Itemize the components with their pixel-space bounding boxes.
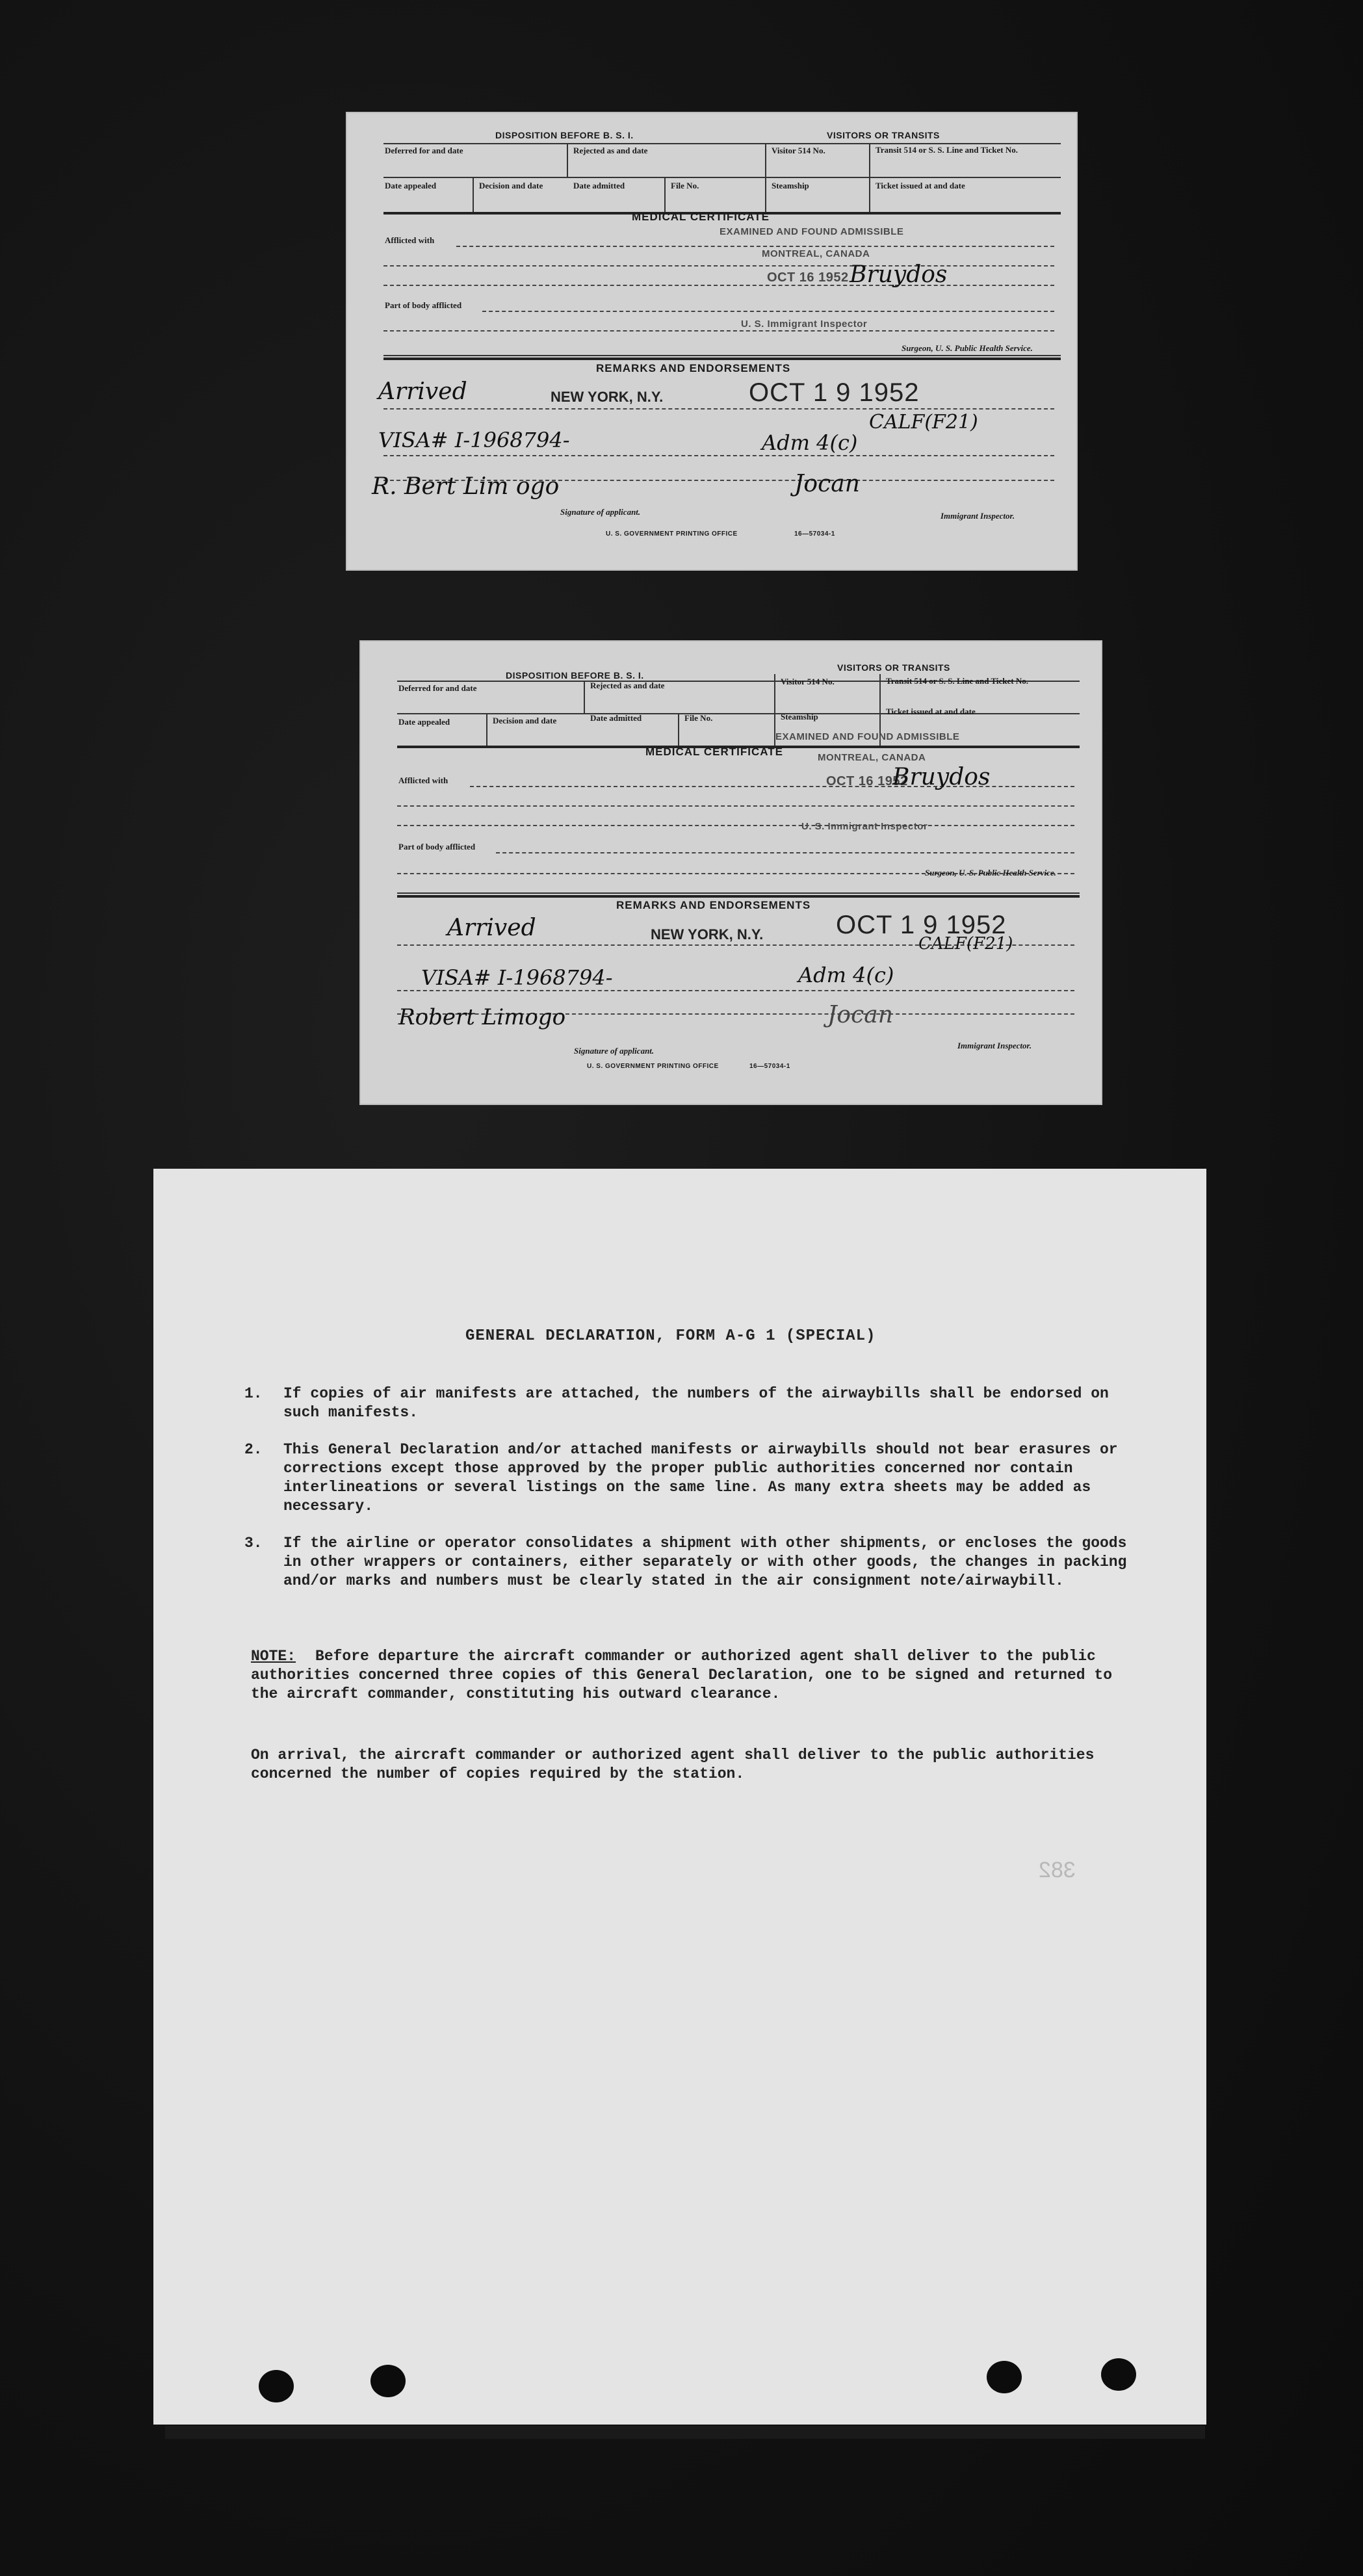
punch-hole [259, 2370, 294, 2402]
applicant-signature: R. Bert Lim ogo [372, 473, 560, 500]
file-no-label: File No. [671, 181, 699, 190]
applicant-signature-label: Signature of applicant. [574, 1046, 655, 1056]
adm-handwriting: Adm 4(c) [798, 963, 894, 987]
remarks-title: REMARKS AND ENDORSEMENTS [596, 362, 791, 374]
medical-certificate-title: MEDICAL CERTIFICATE [632, 211, 770, 223]
calf-handwriting: CALF(F21) [869, 411, 978, 434]
admissible-stamp-line1: EXAMINED AND FOUND ADMISSIBLE [775, 731, 960, 742]
gpo-label: U. S. GOVERNMENT PRINTING OFFICE [606, 530, 738, 538]
transit-514-label: Transit 514 or S. S. Line and Ticket No. [886, 676, 1028, 686]
item-number: 1. [244, 1385, 263, 1402]
part-of-body-label: Part of body afflicted [398, 842, 476, 852]
surgeon-label: Surgeon, U. S. Public Health Service. [925, 868, 1056, 878]
new-york-stamp: NEW YORK, N.Y. [651, 926, 764, 943]
immigrant-inspector-stamp: U. S. Immigrant Inspector [801, 821, 928, 832]
visitor-514-label: Visitor 514 No. [781, 677, 835, 686]
item-number: 3. [244, 1535, 263, 1552]
scan-edge-strip [165, 2426, 1205, 2439]
rejected-label: Rejected as and date [590, 681, 665, 690]
steamship-label: Steamship [772, 181, 809, 190]
part-of-body-label: Part of body afflicted [385, 300, 462, 310]
arrived-handwriting: Arrived [378, 378, 467, 405]
decision-date-label: Decision and date [493, 716, 557, 725]
applicant-signature: Robert Limogo [398, 1004, 566, 1030]
date-admitted-label: Date admitted [590, 713, 642, 723]
general-declaration-document [153, 1169, 1206, 2425]
immigrant-inspector-stamp: U. S. Immigrant Inspector [741, 319, 868, 330]
arrival-date-stamp: OCT 1 9 1952 [749, 378, 920, 407]
rejected-label: Rejected as and date [573, 146, 648, 155]
immigrant-inspector-label: Immigrant Inspector. [957, 1041, 1032, 1050]
visa-handwriting: VISA# I-1968794- [421, 965, 613, 990]
disposition-header: DISPOSITION BEFORE B. S. I. [506, 670, 644, 681]
form-number: 16—57034-1 [749, 1063, 790, 1070]
deferred-label: Deferred for and date [398, 683, 477, 693]
admissible-stamp-line2: MONTREAL, CANADA [762, 248, 870, 259]
date-appealed-label: Date appealed [385, 181, 437, 190]
arrival-date-stamp: OCT 1 9 1952 [836, 911, 1007, 939]
item-number: 2. [244, 1441, 263, 1458]
declaration-title: GENERAL DECLARATION, FORM A-G 1 (SPECIAL) [465, 1327, 876, 1345]
surgeon-label: Surgeon, U. S. Public Health Service. [902, 343, 1033, 353]
immigrant-inspector-label: Immigrant Inspector. [941, 511, 1015, 521]
inspector-signature: Bruydos [892, 764, 991, 790]
calf-handwriting: CALF(F21) [918, 934, 1013, 954]
arrived-handwriting: Arrived [447, 915, 536, 941]
decision-date-label: Decision and date [479, 181, 543, 190]
afflicted-with-label: Afflicted with [385, 235, 435, 245]
date-admitted-label: Date admitted [573, 181, 625, 190]
note-paragraph [251, 1647, 1141, 1704]
punch-hole [370, 2365, 406, 2397]
officer-signature: Jocan [827, 1002, 893, 1028]
new-york-stamp: NEW YORK, N.Y. [551, 389, 664, 405]
admissible-stamp-line1: EXAMINED AND FOUND ADMISSIBLE [720, 226, 904, 237]
form-number: 16—57034-1 [794, 530, 835, 538]
deferred-label: Deferred for and date [385, 146, 463, 155]
gpo-label: U. S. GOVERNMENT PRINTING OFFICE [587, 1063, 719, 1070]
visitors-header: VISITORS OR TRANSITS [827, 130, 940, 140]
visitor-514-label: Visitor 514 No. [772, 146, 825, 155]
afflicted-with-label: Afflicted with [398, 775, 448, 785]
ticket-issued-label: Ticket issued at and date [886, 707, 976, 716]
immigration-card-2 [359, 640, 1102, 1105]
steamship-label: Steamship [781, 712, 818, 722]
punch-hole [1101, 2358, 1136, 2391]
admissible-stamp-date: OCT 16 1952 [767, 270, 849, 285]
applicant-signature-label: Signature of applicant. [560, 507, 641, 517]
ticket-issued-label: Ticket issued at and date [876, 181, 965, 190]
inspector-signature: Bruydos [850, 261, 948, 288]
bleed-through-number: 382 [1039, 1858, 1076, 1882]
adm-handwriting: Adm 4(c) [762, 430, 858, 455]
remarks-title: REMARKS AND ENDORSEMENTS [616, 899, 811, 911]
date-appealed-label: Date appealed [398, 717, 450, 727]
note-text: Before departure the aircraft commander or authorized agent shall deliver to the public authorities concerned three copies of this General Declaration, one to be signed and returned to the aircraft commander, constituting his outward clearance. [251, 1648, 1113, 1702]
visa-handwriting: VISA# I-1968794- [378, 428, 570, 452]
officer-signature: Jocan [794, 471, 860, 497]
file-no-label: File No. [684, 713, 713, 723]
item-text: If copies of air manifests are attached, the numbers of the airwaybills shall be endorsed on such manifests. [283, 1385, 1109, 1421]
admissible-stamp-date: OCT 16 1952 [826, 774, 908, 788]
punch-hole [987, 2361, 1022, 2393]
item-text: This General Declaration and/or attached manifests or airwaybills should not bear erasures or corrections except those approved by the proper public authorities concerned nor contain interlineations or several listings on the same line. As many extra sheets may be added as necessary. [283, 1441, 1118, 1515]
admissible-stamp-line2: MONTREAL, CANADA [818, 752, 926, 763]
medical-certificate-title: MEDICAL CERTIFICATE [645, 746, 783, 758]
disposition-header: DISPOSITION BEFORE B. S. I. [495, 130, 634, 140]
transit-514-label: Transit 514 or S. S. Line and Ticket No. [876, 145, 1018, 155]
item-text: If the airline or operator consolidates a shipment with other shipments, or encloses the goods in other wrappers or containers, either separately or with other goods, the changes in packing and/or marks and numbers must be clearly stated in the air consignment note/airwaybill. [283, 1535, 1127, 1589]
note-label: NOTE: [251, 1648, 296, 1665]
visitors-header: VISITORS OR TRANSITS [837, 662, 950, 673]
arrival-paragraph: On arrival, the aircraft commander or authorized agent shall deliver to the public authorities concerned the number of copies required by the station. [251, 1747, 1095, 1782]
immigration-card-1 [346, 112, 1078, 571]
